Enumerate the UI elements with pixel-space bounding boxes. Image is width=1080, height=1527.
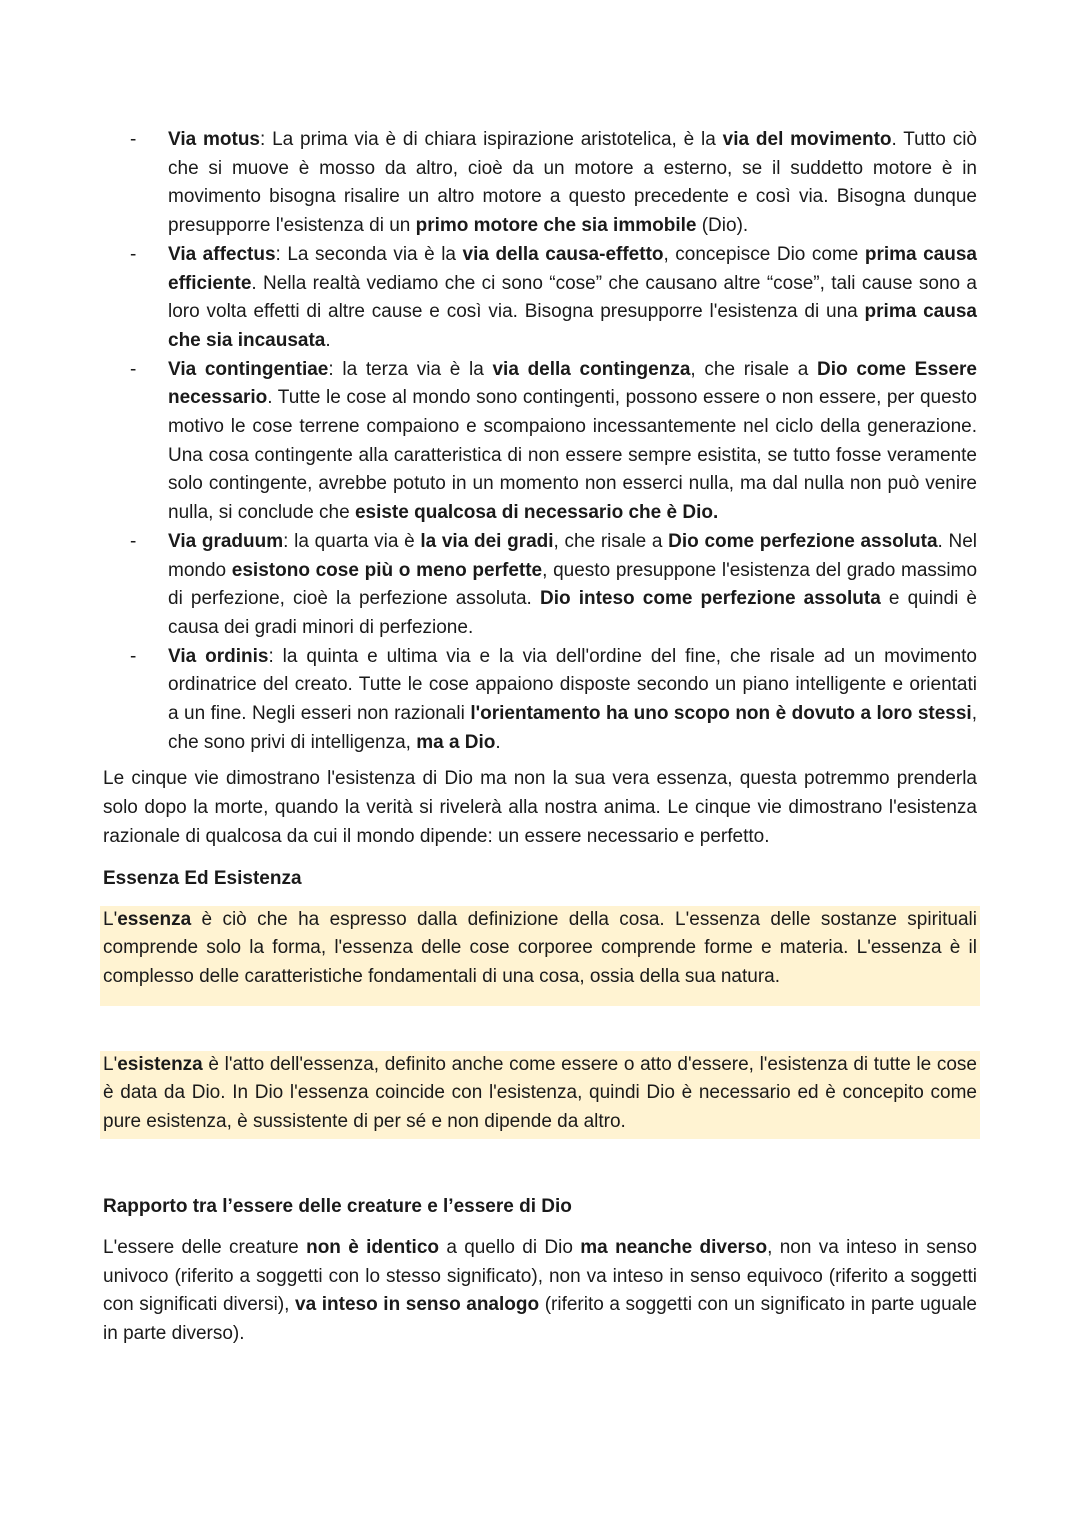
essenza-highlighted-paragraph	[100, 906, 980, 1006]
list-dash: -	[130, 129, 137, 150]
bold-text: via della contingenza	[492, 358, 691, 380]
text: a quello di Dio	[439, 1236, 581, 1258]
bold-text: prima causa efficiente	[168, 243, 977, 294]
list-item-via-contingentiae	[103, 356, 977, 528]
text: .	[495, 731, 501, 753]
text: : la quarta via è	[283, 530, 421, 552]
bold-text: Dio come Essere necessario	[168, 358, 977, 409]
via-title: Via affectus	[168, 243, 276, 265]
bold-text: Dio come perfezione assoluta	[668, 530, 938, 552]
text: . Tutto ciò che si muove è mosso da altro, cioè da un motore a esterno, se il suddetto motore è in movimento bisogna risalire un altro motore a questo precedente e così via. Bisogna dunque presupporre l'esistenza di un	[168, 129, 977, 237]
list-dash: -	[130, 243, 137, 265]
bold-text: non è identico	[306, 1236, 439, 1258]
bold-text: ma neanche diverso	[580, 1236, 768, 1258]
bold-text: prima causa che sia incausata	[168, 301, 977, 351]
esistenza-highlighted-paragraph	[100, 1051, 980, 1139]
list-item-via-motus	[103, 126, 977, 241]
text: L'essere delle creature	[103, 1236, 307, 1258]
bold-text: l'orientamento ha uno scopo non è dovuto a loro stessi	[470, 703, 972, 725]
list-item-via-affectus	[103, 241, 977, 356]
bold-text: Dio inteso come perfezione assoluta	[539, 588, 881, 610]
text: , che risale a	[553, 530, 669, 552]
bold-text: esiste qualcosa di necessario che è Dio.	[354, 502, 719, 524]
bold-text: ma a Dio	[416, 731, 496, 753]
text: è ciò che ha espresso dalla definizione della cosa. L'essenza delle sostanze spirituali comprende solo la forma, l'essenza delle cose corporee comprende forme e materia. L'essenza è il complesso delle caratteristiche fondamentali di una cosa, ossia della sua natura.	[103, 908, 977, 987]
via-title: Via motus	[168, 129, 260, 150]
rapporto-paragraph	[103, 1234, 977, 1349]
text: . Nel mondo	[168, 530, 978, 581]
text: : La seconda via è la	[275, 243, 463, 265]
bold-text: esistenza	[117, 1053, 203, 1075]
via-title: Via graduum	[168, 530, 284, 552]
summary-paragraph: Le cinque vie dimostrano l'esistenza di Dio ma non la sua vera essenza, questa potremmo prenderla solo dopo la morte, quando la verità si rivelerà alla nostra anima. Le cinque vie dimostrano l'esistenza razionale di qualcosa da cui il mondo dipende: un essere necessario e perfetto.	[103, 768, 977, 847]
text: . Nella realtà vediamo che ci sono “cose” che causano altre “cose”, tali cause sono a loro volta effetti di altre cause e così via. Bisogna presupporre l'esistenza di una	[168, 272, 977, 323]
text: (Dio).	[696, 215, 749, 237]
text: , concepisce Dio come	[663, 243, 865, 265]
text: : La prima via è di chiara ispirazione aristotelica, è la	[260, 129, 723, 150]
text: , non va inteso in senso univoco (riferito a soggetti con lo stesso significato), non va inteso in senso equivoco (riferito a soggetti con significati diversi),	[103, 1236, 978, 1316]
text: è l'atto dell'essenza, definito anche come essere o atto d'essere, l'esistenza di tutte le cose è data da Dio. In Dio l'essenza coincide con l'esistenza, quindi Dio è necessario ed è concepito come pure esistenza, è sussistente di per sé e non dipende da altro.	[103, 1053, 977, 1133]
text: (riferito a soggetti con un significato in parte uguale in parte diverso).	[103, 1294, 977, 1344]
text: .	[325, 329, 331, 351]
section-heading-rapporto: Rapporto tra l’essere delle creature e l’essere di Dio	[103, 1195, 572, 1217]
document-content	[103, 126, 977, 1349]
list-dash: -	[130, 530, 137, 552]
section-heading-essenza-esistenza: Essenza Ed Esistenza	[103, 867, 302, 889]
text: , questo presuppone l'esistenza del grado massimo di perfezione, cioè la perfezione assoluta.	[168, 559, 978, 610]
text: , che sono privi di intelligenza,	[168, 703, 977, 753]
list-dash: -	[130, 645, 137, 667]
text: L'	[103, 1053, 118, 1075]
bold-text: va inteso in senso analogo	[295, 1294, 540, 1316]
bold-text: essenza	[117, 908, 192, 930]
list-item-via-graduum	[103, 528, 977, 643]
text: . Tutte le cose al mondo sono contingenti, possono essere o non essere, per questo motivo le cose terrene compaiono e scompaiono incessantemente nel ciclo della generazione. Una cosa contingente alla caratteristica di non essere sempre esistita, se tutto fosse veramente solo contingente, avrebbe potuto in un momento non esserci nulla, ma dal nulla non può venire nulla, si conclude che	[168, 387, 977, 524]
bold-text: la via dei gradi	[420, 530, 554, 552]
text: , che risale a	[690, 358, 818, 380]
list-item-via-ordinis	[103, 643, 977, 758]
bold-text: via della causa-effetto	[462, 243, 664, 265]
bold-text: via del movimento	[722, 129, 892, 150]
text: : la quinta e ultima via e la via dell'ordine del fine, che risale ad un movimento ordinatrice del creato. Tutte le cose appaiono disposte secondo un piano intelligente e orientati a un fine. Negli esseri non razionali	[168, 645, 977, 725]
cinque-vie-list	[103, 126, 977, 757]
text: L'	[103, 908, 118, 930]
text: e quindi è causa dei gradi minori di perfezione.	[168, 588, 977, 638]
via-title: Via ordinis	[168, 645, 269, 667]
bold-text: primo motore che sia immobile	[415, 215, 697, 237]
bold-text: esistono cose più o meno perfette	[231, 559, 543, 581]
via-title: Via contingentiae	[168, 358, 329, 380]
list-dash: -	[130, 358, 137, 380]
text: : la terza via è la	[328, 358, 493, 380]
